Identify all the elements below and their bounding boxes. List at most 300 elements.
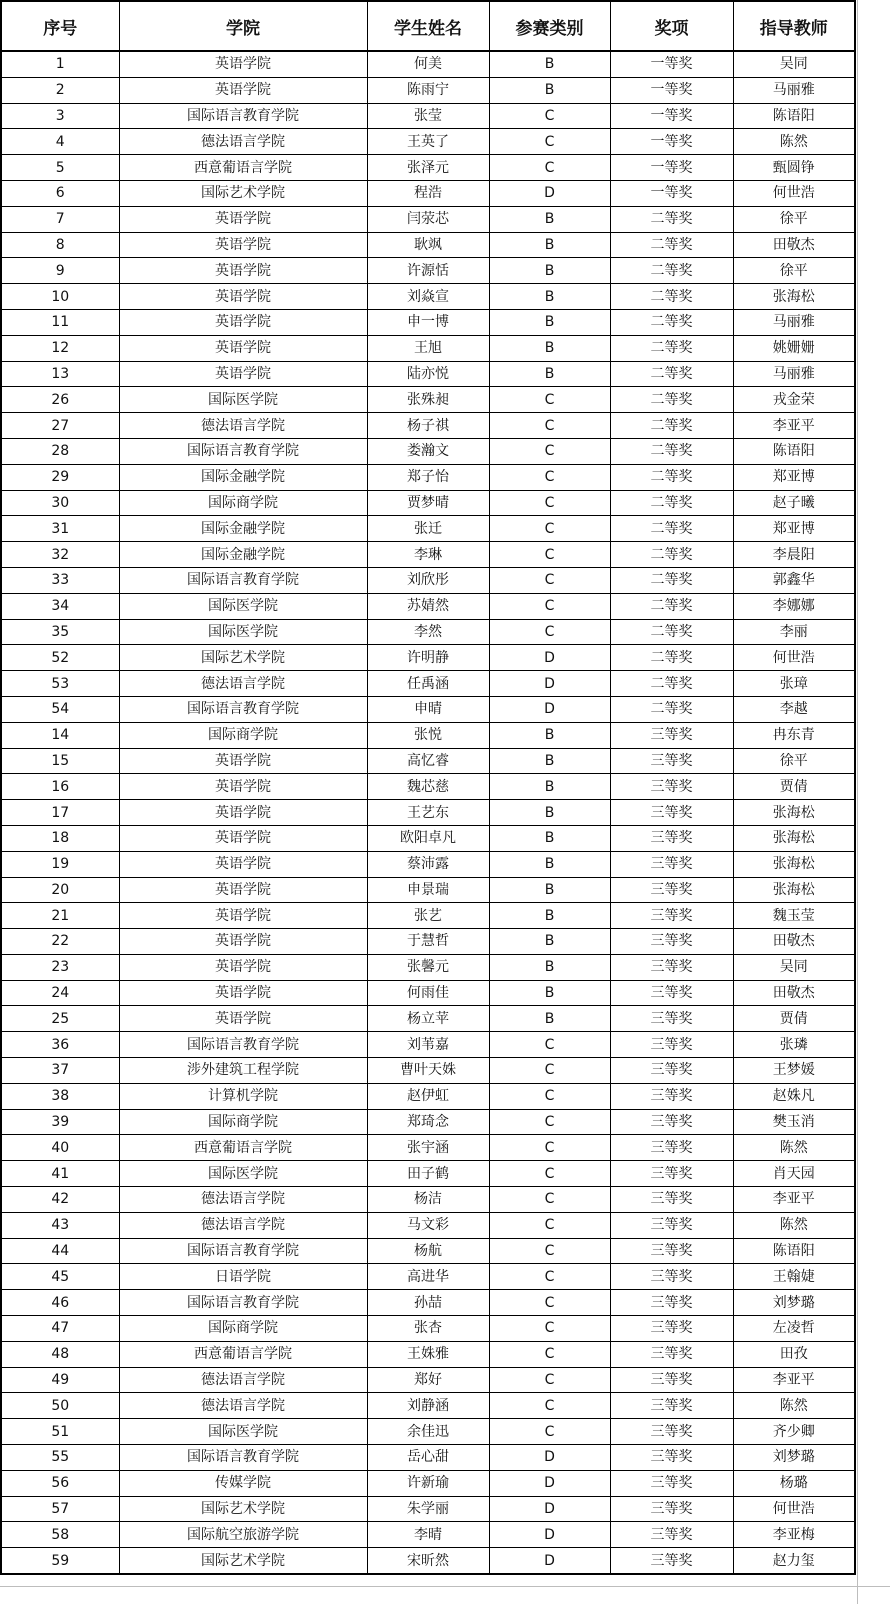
cell-category[interactable]: B <box>489 800 610 826</box>
cell-teacher[interactable]: 吴同 <box>733 954 855 980</box>
cell-student-name[interactable]: 何雨佳 <box>367 980 489 1006</box>
cell-teacher[interactable]: 李亚平 <box>733 1187 855 1213</box>
cell-index[interactable]: 4 <box>1 129 119 155</box>
cell-index[interactable]: 44 <box>1 1238 119 1264</box>
cell-award[interactable]: 三等奖 <box>610 774 733 800</box>
header-cell-category[interactable]: 参赛类别 <box>489 1 610 51</box>
cell-index[interactable]: 16 <box>1 774 119 800</box>
cell-student-name[interactable]: 任禹涵 <box>367 671 489 697</box>
cell-teacher[interactable]: 马丽雅 <box>733 361 855 387</box>
cell-category[interactable]: C <box>489 542 610 568</box>
cell-category[interactable]: C <box>489 464 610 490</box>
cell-college[interactable]: 德法语言学院 <box>119 1367 367 1393</box>
cell-index[interactable]: 58 <box>1 1522 119 1548</box>
cell-category[interactable]: C <box>489 103 610 129</box>
cell-index[interactable]: 2 <box>1 77 119 103</box>
cell-index[interactable]: 9 <box>1 258 119 284</box>
cell-index[interactable]: 24 <box>1 980 119 1006</box>
cell-college[interactable]: 英语学院 <box>119 980 367 1006</box>
cell-award[interactable]: 二等奖 <box>610 567 733 593</box>
cell-teacher[interactable]: 田敬杰 <box>733 929 855 955</box>
cell-college[interactable]: 英语学院 <box>119 774 367 800</box>
cell-award[interactable]: 三等奖 <box>610 1316 733 1342</box>
cell-college[interactable]: 国际语言教育学院 <box>119 1290 367 1316</box>
cell-teacher[interactable]: 李丽 <box>733 619 855 645</box>
cell-award[interactable]: 一等奖 <box>610 155 733 181</box>
cell-category[interactable]: C <box>489 1367 610 1393</box>
cell-index[interactable]: 43 <box>1 1212 119 1238</box>
cell-college[interactable]: 德法语言学院 <box>119 671 367 697</box>
cell-award[interactable]: 二等奖 <box>610 671 733 697</box>
cell-category[interactable]: B <box>489 929 610 955</box>
cell-teacher[interactable]: 李亚梅 <box>733 1522 855 1548</box>
cell-award[interactable]: 三等奖 <box>610 903 733 929</box>
cell-category[interactable]: D <box>489 1470 610 1496</box>
cell-category[interactable]: D <box>489 1496 610 1522</box>
cell-index[interactable]: 13 <box>1 361 119 387</box>
cell-category[interactable]: C <box>489 619 610 645</box>
cell-index[interactable]: 28 <box>1 438 119 464</box>
cell-index[interactable]: 37 <box>1 1058 119 1084</box>
cell-student-name[interactable]: 欧阳卓凡 <box>367 825 489 851</box>
cell-index[interactable]: 20 <box>1 877 119 903</box>
cell-student-name[interactable]: 何美 <box>367 51 489 77</box>
cell-index[interactable]: 57 <box>1 1496 119 1522</box>
cell-award[interactable]: 三等奖 <box>610 980 733 1006</box>
cell-index[interactable]: 11 <box>1 309 119 335</box>
cell-index[interactable]: 30 <box>1 490 119 516</box>
cell-teacher[interactable]: 李晨阳 <box>733 542 855 568</box>
header-cell-student-name[interactable]: 学生姓名 <box>367 1 489 51</box>
cell-category[interactable]: C <box>489 1109 610 1135</box>
cell-index[interactable]: 25 <box>1 1006 119 1032</box>
cell-category[interactable]: C <box>489 1393 610 1419</box>
cell-college[interactable]: 西意葡语言学院 <box>119 1135 367 1161</box>
cell-college[interactable]: 国际艺术学院 <box>119 645 367 671</box>
cell-category[interactable]: B <box>489 954 610 980</box>
cell-student-name[interactable]: 魏芯慈 <box>367 774 489 800</box>
cell-award[interactable]: 二等奖 <box>610 438 733 464</box>
cell-index[interactable]: 26 <box>1 387 119 413</box>
cell-award[interactable]: 二等奖 <box>610 309 733 335</box>
cell-student-name[interactable]: 张馨元 <box>367 954 489 980</box>
cell-teacher[interactable]: 戎金荣 <box>733 387 855 413</box>
cell-index[interactable]: 29 <box>1 464 119 490</box>
cell-category[interactable]: C <box>489 1290 610 1316</box>
cell-college[interactable]: 国际医学院 <box>119 1161 367 1187</box>
cell-award[interactable]: 二等奖 <box>610 232 733 258</box>
cell-award[interactable]: 三等奖 <box>610 877 733 903</box>
cell-student-name[interactable]: 杨洁 <box>367 1187 489 1213</box>
cell-index[interactable]: 46 <box>1 1290 119 1316</box>
cell-index[interactable]: 12 <box>1 335 119 361</box>
cell-category[interactable]: C <box>489 1341 610 1367</box>
cell-award[interactable]: 三等奖 <box>610 1083 733 1109</box>
cell-college[interactable]: 国际商学院 <box>119 1109 367 1135</box>
cell-award[interactable]: 二等奖 <box>610 696 733 722</box>
cell-category[interactable]: B <box>489 51 610 77</box>
cell-award[interactable]: 三等奖 <box>610 1135 733 1161</box>
cell-index[interactable]: 55 <box>1 1445 119 1471</box>
cell-college[interactable]: 国际语言教育学院 <box>119 696 367 722</box>
cell-index[interactable]: 48 <box>1 1341 119 1367</box>
cell-student-name[interactable]: 杨航 <box>367 1238 489 1264</box>
cell-college[interactable]: 国际医学院 <box>119 619 367 645</box>
cell-teacher[interactable]: 马丽雅 <box>733 77 855 103</box>
cell-college[interactable]: 德法语言学院 <box>119 1393 367 1419</box>
cell-teacher[interactable]: 陈然 <box>733 1135 855 1161</box>
cell-award[interactable]: 三等奖 <box>610 929 733 955</box>
cell-college[interactable]: 英语学院 <box>119 954 367 980</box>
cell-award[interactable]: 二等奖 <box>610 516 733 542</box>
cell-award[interactable]: 二等奖 <box>610 645 733 671</box>
cell-index[interactable]: 49 <box>1 1367 119 1393</box>
cell-award[interactable]: 三等奖 <box>610 1419 733 1445</box>
cell-index[interactable]: 7 <box>1 206 119 232</box>
cell-student-name[interactable]: 苏婧然 <box>367 593 489 619</box>
cell-student-name[interactable]: 闫荥芯 <box>367 206 489 232</box>
cell-college[interactable]: 英语学院 <box>119 335 367 361</box>
cell-index[interactable]: 51 <box>1 1419 119 1445</box>
cell-student-name[interactable]: 王旭 <box>367 335 489 361</box>
cell-student-name[interactable]: 刘静涵 <box>367 1393 489 1419</box>
cell-award[interactable]: 二等奖 <box>610 387 733 413</box>
cell-teacher[interactable]: 田敬杰 <box>733 232 855 258</box>
cell-award[interactable]: 二等奖 <box>610 490 733 516</box>
cell-teacher[interactable]: 赵姝凡 <box>733 1083 855 1109</box>
cell-category[interactable]: B <box>489 284 610 310</box>
cell-student-name[interactable]: 宋昕然 <box>367 1548 489 1574</box>
cell-category[interactable]: B <box>489 877 610 903</box>
cell-award[interactable]: 三等奖 <box>610 851 733 877</box>
header-cell-teacher[interactable]: 指导教师 <box>733 1 855 51</box>
cell-college[interactable]: 英语学院 <box>119 1006 367 1032</box>
cell-college[interactable]: 国际语言教育学院 <box>119 1238 367 1264</box>
cell-teacher[interactable]: 郑亚博 <box>733 516 855 542</box>
cell-category[interactable]: C <box>489 1161 610 1187</box>
cell-award[interactable]: 三等奖 <box>610 1341 733 1367</box>
cell-college[interactable]: 传媒学院 <box>119 1470 367 1496</box>
cell-student-name[interactable]: 赵伊虹 <box>367 1083 489 1109</box>
cell-award[interactable]: 三等奖 <box>610 1496 733 1522</box>
cell-index[interactable]: 23 <box>1 954 119 980</box>
cell-student-name[interactable]: 曹叶天姝 <box>367 1058 489 1084</box>
cell-college[interactable]: 日语学院 <box>119 1264 367 1290</box>
cell-college[interactable]: 国际语言教育学院 <box>119 438 367 464</box>
cell-student-name[interactable]: 许明静 <box>367 645 489 671</box>
cell-category[interactable]: B <box>489 774 610 800</box>
cell-teacher[interactable]: 郑亚博 <box>733 464 855 490</box>
cell-college[interactable]: 国际语言教育学院 <box>119 1032 367 1058</box>
cell-teacher[interactable]: 李亚平 <box>733 1367 855 1393</box>
cell-category[interactable]: C <box>489 1316 610 1342</box>
cell-award[interactable]: 三等奖 <box>610 1470 733 1496</box>
cell-index[interactable]: 1 <box>1 51 119 77</box>
cell-category[interactable]: B <box>489 361 610 387</box>
cell-index[interactable]: 14 <box>1 722 119 748</box>
cell-teacher[interactable]: 张海松 <box>733 851 855 877</box>
cell-award[interactable]: 一等奖 <box>610 77 733 103</box>
cell-student-name[interactable]: 孙喆 <box>367 1290 489 1316</box>
cell-index[interactable]: 53 <box>1 671 119 697</box>
cell-college[interactable]: 西意葡语言学院 <box>119 1341 367 1367</box>
cell-category[interactable]: C <box>489 413 610 439</box>
cell-award[interactable]: 三等奖 <box>610 1032 733 1058</box>
cell-category[interactable]: B <box>489 309 610 335</box>
cell-category[interactable]: C <box>489 1419 610 1445</box>
cell-college[interactable]: 国际语言教育学院 <box>119 103 367 129</box>
cell-index[interactable]: 42 <box>1 1187 119 1213</box>
cell-teacher[interactable]: 张海松 <box>733 877 855 903</box>
cell-award[interactable]: 二等奖 <box>610 335 733 361</box>
cell-student-name[interactable]: 张迁 <box>367 516 489 542</box>
cell-award[interactable]: 三等奖 <box>610 722 733 748</box>
cell-college[interactable]: 英语学院 <box>119 51 367 77</box>
cell-student-name[interactable]: 李然 <box>367 619 489 645</box>
cell-teacher[interactable]: 齐少卿 <box>733 1419 855 1445</box>
cell-student-name[interactable]: 王艺东 <box>367 800 489 826</box>
cell-category[interactable]: D <box>489 696 610 722</box>
cell-index[interactable]: 52 <box>1 645 119 671</box>
cell-college[interactable]: 英语学院 <box>119 877 367 903</box>
cell-college[interactable]: 英语学院 <box>119 309 367 335</box>
cell-index[interactable]: 27 <box>1 413 119 439</box>
cell-teacher[interactable]: 何世浩 <box>733 645 855 671</box>
cell-student-name[interactable]: 杨立苹 <box>367 1006 489 1032</box>
cell-student-name[interactable]: 许新瑜 <box>367 1470 489 1496</box>
cell-student-name[interactable]: 娄瀚文 <box>367 438 489 464</box>
header-cell-index[interactable]: 序号 <box>1 1 119 51</box>
cell-index[interactable]: 17 <box>1 800 119 826</box>
cell-index[interactable]: 32 <box>1 542 119 568</box>
cell-index[interactable]: 45 <box>1 1264 119 1290</box>
cell-student-name[interactable]: 张泽元 <box>367 155 489 181</box>
cell-teacher[interactable]: 马丽雅 <box>733 309 855 335</box>
cell-category[interactable]: D <box>489 1445 610 1471</box>
cell-college[interactable]: 英语学院 <box>119 825 367 851</box>
cell-index[interactable]: 39 <box>1 1109 119 1135</box>
cell-college[interactable]: 英语学院 <box>119 232 367 258</box>
cell-index[interactable]: 18 <box>1 825 119 851</box>
cell-college[interactable]: 涉外建筑工程学院 <box>119 1058 367 1084</box>
cell-college[interactable]: 国际医学院 <box>119 387 367 413</box>
cell-category[interactable]: C <box>489 1187 610 1213</box>
cell-college[interactable]: 国际医学院 <box>119 593 367 619</box>
cell-college[interactable]: 国际语言教育学院 <box>119 567 367 593</box>
cell-college[interactable]: 国际商学院 <box>119 1316 367 1342</box>
cell-college[interactable]: 德法语言学院 <box>119 1212 367 1238</box>
cell-teacher[interactable]: 陈语阳 <box>733 438 855 464</box>
cell-student-name[interactable]: 余佳迅 <box>367 1419 489 1445</box>
cell-student-name[interactable]: 程浩 <box>367 180 489 206</box>
cell-index[interactable]: 59 <box>1 1548 119 1574</box>
cell-teacher[interactable]: 樊玉消 <box>733 1109 855 1135</box>
cell-student-name[interactable]: 申景瑞 <box>367 877 489 903</box>
cell-index[interactable]: 56 <box>1 1470 119 1496</box>
cell-student-name[interactable]: 李晴 <box>367 1522 489 1548</box>
cell-teacher[interactable]: 王翰婕 <box>733 1264 855 1290</box>
cell-teacher[interactable]: 陈然 <box>733 1212 855 1238</box>
cell-category[interactable]: D <box>489 1522 610 1548</box>
cell-college[interactable]: 英语学院 <box>119 851 367 877</box>
cell-category[interactable]: B <box>489 748 610 774</box>
cell-teacher[interactable]: 田孜 <box>733 1341 855 1367</box>
cell-student-name[interactable]: 陈雨宁 <box>367 77 489 103</box>
cell-college[interactable]: 德法语言学院 <box>119 413 367 439</box>
cell-college[interactable]: 德法语言学院 <box>119 1187 367 1213</box>
cell-award[interactable]: 二等奖 <box>610 542 733 568</box>
cell-teacher[interactable]: 陈然 <box>733 129 855 155</box>
cell-award[interactable]: 三等奖 <box>610 1187 733 1213</box>
cell-index[interactable]: 50 <box>1 1393 119 1419</box>
cell-category[interactable]: D <box>489 1548 610 1574</box>
cell-award[interactable]: 二等奖 <box>610 361 733 387</box>
cell-teacher[interactable]: 赵子曦 <box>733 490 855 516</box>
cell-college[interactable]: 国际艺术学院 <box>119 180 367 206</box>
cell-college[interactable]: 计算机学院 <box>119 1083 367 1109</box>
cell-student-name[interactable]: 王英了 <box>367 129 489 155</box>
cell-award[interactable]: 三等奖 <box>610 1006 733 1032</box>
cell-student-name[interactable]: 张艺 <box>367 903 489 929</box>
cell-college[interactable]: 英语学院 <box>119 77 367 103</box>
cell-college[interactable]: 英语学院 <box>119 748 367 774</box>
cell-student-name[interactable]: 申晴 <box>367 696 489 722</box>
cell-index[interactable]: 15 <box>1 748 119 774</box>
cell-award[interactable]: 三等奖 <box>610 1445 733 1471</box>
cell-category[interactable]: C <box>489 1264 610 1290</box>
cell-student-name[interactable]: 张殊昶 <box>367 387 489 413</box>
cell-student-name[interactable]: 耿飒 <box>367 232 489 258</box>
cell-student-name[interactable]: 张莹 <box>367 103 489 129</box>
cell-category[interactable]: C <box>489 155 610 181</box>
cell-category[interactable]: B <box>489 258 610 284</box>
cell-award[interactable]: 三等奖 <box>610 1238 733 1264</box>
cell-award[interactable]: 三等奖 <box>610 1548 733 1574</box>
cell-student-name[interactable]: 于慧哲 <box>367 929 489 955</box>
cell-category[interactable]: B <box>489 851 610 877</box>
cell-category[interactable]: B <box>489 825 610 851</box>
cell-category[interactable]: C <box>489 516 610 542</box>
cell-teacher[interactable]: 李娜娜 <box>733 593 855 619</box>
cell-award[interactable]: 三等奖 <box>610 1161 733 1187</box>
cell-award[interactable]: 二等奖 <box>610 206 733 232</box>
cell-category[interactable]: C <box>489 387 610 413</box>
cell-college[interactable]: 英语学院 <box>119 929 367 955</box>
cell-college[interactable]: 英语学院 <box>119 284 367 310</box>
cell-category[interactable]: B <box>489 1006 610 1032</box>
cell-award[interactable]: 二等奖 <box>610 413 733 439</box>
cell-category[interactable]: D <box>489 645 610 671</box>
cell-category[interactable]: C <box>489 490 610 516</box>
cell-index[interactable]: 10 <box>1 284 119 310</box>
cell-category[interactable]: B <box>489 903 610 929</box>
cell-teacher[interactable]: 刘梦璐 <box>733 1290 855 1316</box>
cell-category[interactable]: B <box>489 722 610 748</box>
cell-category[interactable]: C <box>489 438 610 464</box>
cell-award[interactable]: 三等奖 <box>610 1290 733 1316</box>
cell-student-name[interactable]: 高忆睿 <box>367 748 489 774</box>
cell-category[interactable]: B <box>489 232 610 258</box>
cell-teacher[interactable]: 肖天园 <box>733 1161 855 1187</box>
cell-category[interactable]: C <box>489 129 610 155</box>
cell-teacher[interactable]: 赵力玺 <box>733 1548 855 1574</box>
cell-college[interactable]: 国际艺术学院 <box>119 1548 367 1574</box>
cell-teacher[interactable]: 张海松 <box>733 284 855 310</box>
cell-category[interactable]: B <box>489 206 610 232</box>
cell-award[interactable]: 二等奖 <box>610 284 733 310</box>
cell-award[interactable]: 三等奖 <box>610 1522 733 1548</box>
cell-teacher[interactable]: 李越 <box>733 696 855 722</box>
cell-index[interactable]: 5 <box>1 155 119 181</box>
cell-award[interactable]: 二等奖 <box>610 593 733 619</box>
cell-teacher[interactable]: 何世浩 <box>733 1496 855 1522</box>
cell-category[interactable]: C <box>489 1083 610 1109</box>
cell-index[interactable]: 8 <box>1 232 119 258</box>
cell-college[interactable]: 国际艺术学院 <box>119 1496 367 1522</box>
cell-index[interactable]: 33 <box>1 567 119 593</box>
cell-teacher[interactable]: 陈然 <box>733 1393 855 1419</box>
cell-index[interactable]: 34 <box>1 593 119 619</box>
cell-college[interactable]: 英语学院 <box>119 206 367 232</box>
cell-award[interactable]: 一等奖 <box>610 129 733 155</box>
cell-index[interactable]: 21 <box>1 903 119 929</box>
cell-student-name[interactable]: 郑子怡 <box>367 464 489 490</box>
cell-category[interactable]: C <box>489 593 610 619</box>
cell-teacher[interactable]: 左凌哲 <box>733 1316 855 1342</box>
cell-college[interactable]: 英语学院 <box>119 800 367 826</box>
cell-student-name[interactable]: 马文彩 <box>367 1212 489 1238</box>
cell-student-name[interactable]: 郑琦念 <box>367 1109 489 1135</box>
cell-teacher[interactable]: 徐平 <box>733 258 855 284</box>
cell-index[interactable]: 54 <box>1 696 119 722</box>
header-cell-college[interactable]: 学院 <box>119 1 367 51</box>
cell-award[interactable]: 三等奖 <box>610 954 733 980</box>
cell-teacher[interactable]: 贾倩 <box>733 1006 855 1032</box>
cell-student-name[interactable]: 田子鹤 <box>367 1161 489 1187</box>
cell-category[interactable]: B <box>489 335 610 361</box>
cell-college[interactable]: 国际金融学院 <box>119 516 367 542</box>
cell-teacher[interactable]: 田敬杰 <box>733 980 855 1006</box>
cell-college[interactable]: 国际金融学院 <box>119 542 367 568</box>
header-cell-award[interactable]: 奖项 <box>610 1 733 51</box>
cell-award[interactable]: 三等奖 <box>610 748 733 774</box>
cell-index[interactable]: 36 <box>1 1032 119 1058</box>
cell-teacher[interactable]: 贾倩 <box>733 774 855 800</box>
cell-teacher[interactable]: 甄圆铮 <box>733 155 855 181</box>
cell-award[interactable]: 三等奖 <box>610 1393 733 1419</box>
cell-teacher[interactable]: 王梦媛 <box>733 1058 855 1084</box>
cell-award[interactable]: 三等奖 <box>610 1109 733 1135</box>
cell-teacher[interactable]: 冉东青 <box>733 722 855 748</box>
cell-category[interactable]: B <box>489 77 610 103</box>
cell-teacher[interactable]: 李亚平 <box>733 413 855 439</box>
cell-college[interactable]: 国际医学院 <box>119 1419 367 1445</box>
cell-student-name[interactable]: 张宇涵 <box>367 1135 489 1161</box>
cell-teacher[interactable]: 魏玉莹 <box>733 903 855 929</box>
cell-college[interactable]: 国际商学院 <box>119 490 367 516</box>
cell-award[interactable]: 三等奖 <box>610 1058 733 1084</box>
cell-student-name[interactable]: 郑好 <box>367 1367 489 1393</box>
cell-index[interactable]: 6 <box>1 180 119 206</box>
cell-award[interactable]: 二等奖 <box>610 258 733 284</box>
cell-student-name[interactable]: 蔡沛露 <box>367 851 489 877</box>
cell-student-name[interactable]: 王姝雅 <box>367 1341 489 1367</box>
cell-index[interactable]: 31 <box>1 516 119 542</box>
cell-index[interactable]: 3 <box>1 103 119 129</box>
cell-teacher[interactable]: 刘梦璐 <box>733 1445 855 1471</box>
cell-award[interactable]: 一等奖 <box>610 180 733 206</box>
cell-index[interactable]: 22 <box>1 929 119 955</box>
